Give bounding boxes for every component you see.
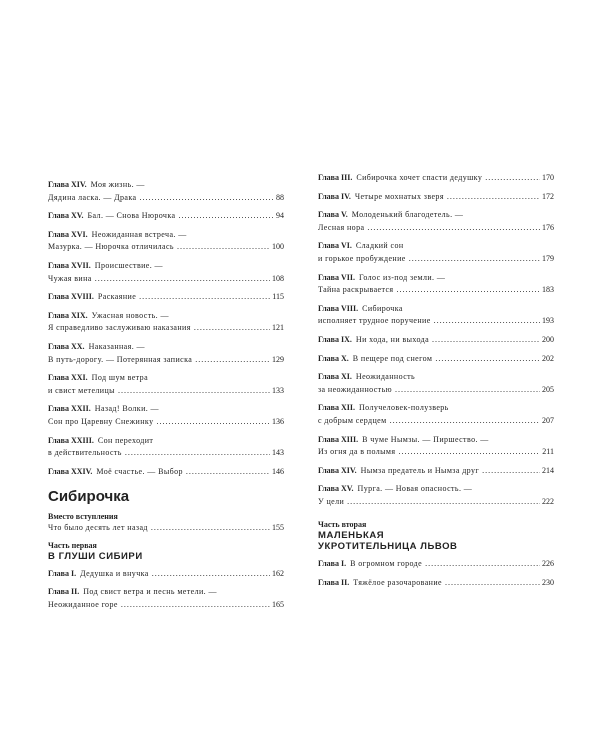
chapter-title: Нымза предатель и Нымза друг xyxy=(360,465,480,475)
toc-entries-group xyxy=(318,172,554,508)
page-number: 100 xyxy=(272,242,284,252)
chapter-label: Глава IX. xyxy=(318,334,352,344)
chapter-label: Глава XX. xyxy=(48,341,85,351)
chapter-title: Чужая вина xyxy=(48,273,92,283)
toc-line xyxy=(48,179,284,192)
dot-leader xyxy=(482,465,540,478)
chapter-title: Пурга. — Новая опасность. — xyxy=(357,484,473,494)
toc-line xyxy=(48,522,284,535)
chapter-title: Сибирочка хочет спасти дедушку xyxy=(356,173,483,182)
chapter-title: Из огня да в полымя xyxy=(318,447,396,457)
page-number: 136 xyxy=(272,416,284,426)
chapter-title: Моё счастье. — Выбор xyxy=(96,466,183,476)
chapter-label: Глава V. xyxy=(318,210,348,220)
page-number: 226 xyxy=(542,559,554,569)
toc-line xyxy=(48,310,284,323)
dot-leader xyxy=(398,446,540,459)
toc-line xyxy=(318,353,554,366)
chapter-title: Наказанная. — xyxy=(88,341,145,351)
toc-entry xyxy=(318,240,554,265)
dot-leader xyxy=(178,210,274,223)
chapter-title: Моя жизнь. — xyxy=(90,180,145,189)
chapter-title: Дедушка и внучка xyxy=(80,568,149,578)
chapter-label: Глава XXIII. xyxy=(48,435,94,445)
page-number: 155 xyxy=(272,523,284,533)
toc-line xyxy=(48,447,284,460)
chapter-label: Глава IV. xyxy=(318,191,351,201)
toc-entry xyxy=(318,434,554,459)
toc-entry xyxy=(48,260,284,285)
page-number: 214 xyxy=(542,465,554,475)
chapter-title: Сладкий сон xyxy=(355,241,404,251)
part-title: В ГЛУШИ СИБИРИ xyxy=(48,550,143,562)
toc-line xyxy=(318,558,554,571)
dot-leader xyxy=(425,558,540,571)
toc-entry xyxy=(48,291,284,304)
chapter-title: за неожиданностью xyxy=(318,384,393,394)
chapter-title: Лесная нора xyxy=(318,222,365,232)
chapter-title: Молоденький благодетель. — xyxy=(351,210,464,220)
chapter-label: Глава XVIII. xyxy=(48,292,94,302)
toc-right-column xyxy=(318,172,554,596)
chapter-label: Глава XII. xyxy=(318,403,355,413)
page-number: 94 xyxy=(276,211,284,221)
page-number: 172 xyxy=(542,191,554,201)
toc-line xyxy=(48,466,284,479)
page-number: 230 xyxy=(542,578,554,588)
page-number: 170 xyxy=(542,173,554,182)
toc-line xyxy=(318,240,554,253)
page-number: 200 xyxy=(542,334,554,344)
toc-entry xyxy=(318,558,554,571)
toc-line xyxy=(318,315,554,328)
page-number: 179 xyxy=(542,253,554,263)
chapter-title: Тяжёлое разочарование xyxy=(353,578,442,588)
toc-line xyxy=(318,172,554,185)
toc-line xyxy=(318,415,554,428)
page-number: 183 xyxy=(542,285,554,295)
chapter-title: Назад! Волки. — xyxy=(94,404,159,414)
chapter-label: Глава VI. xyxy=(318,241,352,251)
dot-leader xyxy=(156,416,270,429)
dot-leader xyxy=(95,273,270,286)
toc-line xyxy=(318,483,554,496)
chapter-title: исполняет трудное поручение xyxy=(318,316,431,326)
toc-line xyxy=(48,354,284,367)
page-number: 202 xyxy=(542,353,554,363)
dot-leader xyxy=(194,322,270,335)
dot-leader xyxy=(121,599,270,612)
intro-label: Вместо вступления xyxy=(48,512,118,522)
dot-leader xyxy=(177,241,270,254)
toc-line xyxy=(318,402,554,415)
toc-entry xyxy=(48,466,284,479)
dot-leader xyxy=(447,191,540,204)
toc-entries-group xyxy=(48,179,284,478)
chapter-label: Глава XIX. xyxy=(48,310,88,320)
chapter-title: В пещере под снегом xyxy=(352,353,433,363)
toc-entry xyxy=(48,403,284,428)
dot-leader xyxy=(409,253,540,266)
chapter-label: Глава I. xyxy=(48,568,77,578)
toc-line xyxy=(318,465,554,478)
page-number: 108 xyxy=(272,273,284,283)
toc-line xyxy=(318,222,554,235)
toc-line xyxy=(48,416,284,429)
dot-leader xyxy=(125,447,270,460)
chapter-title: и свист метелицы xyxy=(48,385,115,395)
toc-line xyxy=(318,272,554,285)
chapter-title: Происшествие. — xyxy=(94,260,163,270)
chapter-label: Глава X. xyxy=(318,353,349,363)
chapter-label: Глава II. xyxy=(318,578,350,588)
toc-line xyxy=(48,599,284,612)
dot-leader xyxy=(186,466,270,479)
dot-leader xyxy=(397,284,540,297)
toc-line xyxy=(318,334,554,347)
toc-line xyxy=(318,384,554,397)
page-number: 133 xyxy=(272,385,284,395)
toc-entry xyxy=(318,172,554,185)
toc-entry xyxy=(318,191,554,204)
chapter-label: Глава XIII. xyxy=(318,434,359,444)
toc-entry xyxy=(318,483,554,508)
toc-entry xyxy=(48,210,284,223)
dot-leader xyxy=(435,353,540,366)
chapter-label: Глава XXI. xyxy=(48,373,88,383)
chapter-title: Я справедливо заслуживаю наказания xyxy=(48,323,191,333)
chapter-title: Бал. — Снова Нюрочка xyxy=(87,211,176,221)
page-number: 146 xyxy=(272,466,284,476)
chapter-label: Глава XV. xyxy=(318,484,354,494)
toc-line xyxy=(318,577,554,590)
chapter-title: Раскаяние xyxy=(97,292,137,302)
toc-line xyxy=(318,284,554,297)
toc-entry xyxy=(318,577,554,590)
toc-line xyxy=(48,568,284,581)
toc-entry xyxy=(318,402,554,427)
chapter-title: Под шум ветра xyxy=(91,373,149,383)
chapter-label: Глава XI. xyxy=(318,372,352,382)
chapter-title: Под свист ветра и песнь метели. — xyxy=(83,587,217,597)
toc-line xyxy=(48,341,284,354)
toc-entry xyxy=(48,522,284,535)
chapter-title: в действительность xyxy=(48,448,122,458)
toc-line xyxy=(318,496,554,509)
section-title: Сибирочка xyxy=(48,488,130,506)
dot-leader xyxy=(347,496,540,509)
toc-entries-group xyxy=(48,568,284,612)
chapter-title: Сон переходит xyxy=(97,435,154,445)
dot-leader xyxy=(445,577,540,590)
toc-line xyxy=(48,435,284,448)
toc-line xyxy=(48,385,284,398)
toc-left-column xyxy=(48,179,284,618)
chapter-label: Глава XVI. xyxy=(48,229,88,239)
chapter-title: Мазурка. — Нюрочка отличилась xyxy=(48,242,174,252)
chapter-title: В путь-дорогу. — Потерянная записка xyxy=(48,354,193,364)
toc-entries-group xyxy=(48,522,284,535)
chapter-title: с добрым сердцем xyxy=(318,415,387,425)
chapter-title: Четыре мохнатых зверя xyxy=(354,191,444,201)
toc-line xyxy=(48,403,284,416)
toc-entry xyxy=(48,586,284,611)
dot-leader xyxy=(390,415,540,428)
toc-line xyxy=(48,322,284,335)
part-label: Часть вторая xyxy=(318,520,367,530)
toc-entry xyxy=(318,303,554,328)
chapter-title: Дядина ласка. — Драка xyxy=(48,192,137,202)
toc-entry xyxy=(318,371,554,396)
toc-entry xyxy=(48,179,284,204)
page-number: 207 xyxy=(542,415,554,425)
chapter-title: Получеловек-полузверь xyxy=(359,403,449,413)
toc-line xyxy=(48,372,284,385)
dot-leader xyxy=(151,522,270,535)
toc-entry xyxy=(318,465,554,478)
toc-line xyxy=(48,273,284,286)
toc-entries-group xyxy=(318,558,554,589)
toc-entry xyxy=(318,334,554,347)
toc-line xyxy=(318,191,554,204)
chapter-label: Глава XIV. xyxy=(48,180,87,189)
toc-entry xyxy=(318,209,554,234)
toc-entry xyxy=(318,272,554,297)
page-number: 121 xyxy=(272,323,284,333)
chapter-label: Глава XV. xyxy=(48,211,84,221)
chapter-label: Глава VIII. xyxy=(318,303,359,313)
chapter-label: Глава XXII. xyxy=(48,404,91,414)
page-number: 143 xyxy=(272,448,284,458)
page-number: 88 xyxy=(276,192,284,202)
page-number: 222 xyxy=(542,496,554,506)
toc-line xyxy=(318,209,554,222)
chapter-title: Неожиданное горе xyxy=(48,600,118,610)
chapter-label: Глава XVII. xyxy=(48,260,91,270)
chapter-title: Сон про Царевну Снежинку xyxy=(48,416,154,426)
toc-line xyxy=(48,192,284,205)
chapter-title: В огромном городе xyxy=(350,559,423,569)
dot-leader xyxy=(485,172,540,185)
dot-leader xyxy=(139,291,270,304)
chapter-title: Неожиданность xyxy=(355,372,416,382)
toc-line xyxy=(48,260,284,273)
toc-entry xyxy=(48,229,284,254)
chapter-title: Ужасная новость. — xyxy=(91,310,169,320)
toc-entry xyxy=(48,372,284,397)
dot-leader xyxy=(139,192,274,205)
chapter-title: Что было десять лет назад xyxy=(48,523,148,533)
part-title: УКРОТИТЕЛЬНИЦА ЛЬВОВ xyxy=(318,541,458,553)
chapter-title: У цели xyxy=(318,496,345,506)
chapter-title: Тайна раскрывается xyxy=(318,285,394,295)
toc-line xyxy=(48,241,284,254)
chapter-title: Неожиданная встреча. — xyxy=(91,229,187,239)
part-title: МАЛЕНЬКАЯ xyxy=(318,530,385,542)
dot-leader xyxy=(367,222,540,235)
dot-leader xyxy=(118,385,270,398)
chapter-label: Глава I. xyxy=(318,559,347,569)
toc-entry xyxy=(48,341,284,366)
chapter-title: Сибирочка xyxy=(362,303,403,313)
chapter-label: Глава XIV. xyxy=(318,465,357,475)
chapter-label: Глава II. xyxy=(48,587,80,597)
toc-entry xyxy=(48,310,284,335)
part-label: Часть первая xyxy=(48,540,97,550)
chapter-title: и горькое пробуждение xyxy=(318,253,406,263)
toc-line xyxy=(318,253,554,266)
chapter-title: В чуме Нымзы. — Пиршество. — xyxy=(362,434,489,444)
chapter-label: Глава VII. xyxy=(318,272,355,282)
toc-line xyxy=(318,434,554,447)
page-number: 193 xyxy=(542,316,554,326)
toc-entry xyxy=(48,435,284,460)
toc-line xyxy=(48,291,284,304)
dot-leader xyxy=(434,315,540,328)
toc-line xyxy=(48,229,284,242)
toc-entry xyxy=(48,568,284,581)
toc-line xyxy=(48,210,284,223)
page-number: 162 xyxy=(272,568,284,578)
dot-leader xyxy=(152,568,270,581)
chapter-label: Глава XXIV. xyxy=(48,466,93,476)
dot-leader xyxy=(195,354,270,367)
toc-line xyxy=(318,371,554,384)
page-number: 211 xyxy=(542,447,554,457)
page-number: 115 xyxy=(272,292,284,302)
page-number: 129 xyxy=(272,354,284,364)
toc-line xyxy=(318,303,554,316)
dot-leader xyxy=(395,384,540,397)
page-number: 165 xyxy=(272,600,284,610)
toc-line xyxy=(318,446,554,459)
toc-entry xyxy=(318,353,554,366)
chapter-title: Ни хода, ни выхода xyxy=(355,334,430,344)
chapter-title: Голос из-под земли. — xyxy=(359,272,446,282)
toc-line xyxy=(48,586,284,599)
dot-leader xyxy=(432,334,540,347)
page-number: 205 xyxy=(542,384,554,394)
chapter-label: Глава III. xyxy=(318,173,353,182)
page-number: 176 xyxy=(542,222,554,232)
